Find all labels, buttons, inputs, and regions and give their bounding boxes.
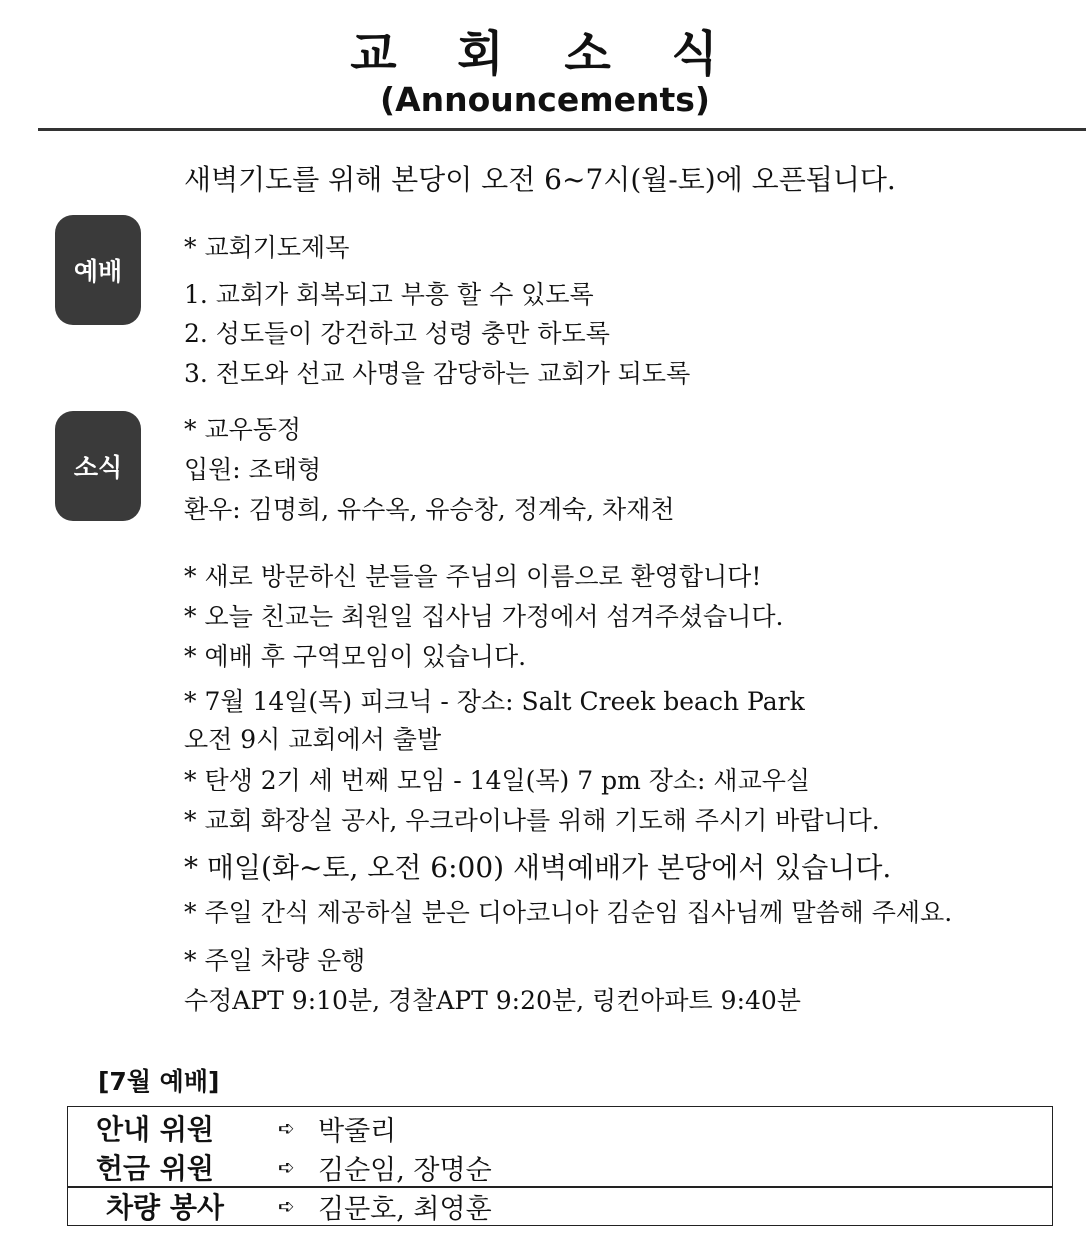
announcement-item: * 새로 방문하신 분들을 주님의 이름으로 환영합니다!	[184, 562, 762, 591]
duty-role: 헌금 위원	[96, 1152, 214, 1185]
announcement-item: * 예배 후 구역모임이 있습니다.	[184, 642, 527, 671]
news-badge: 소식	[55, 411, 141, 521]
duty-role: 차량 봉사	[106, 1191, 224, 1224]
announcement-item: * 주일 차량 운행	[184, 946, 366, 975]
arrow-right-icon: ➪	[278, 1194, 295, 1218]
duty-names: 김문호, 최영훈	[318, 1193, 492, 1225]
patients-line: 환우: 김명희, 유수옥, 유승창, 정계숙, 차재천	[184, 495, 675, 524]
announcement-item: * 주일 간식 제공하실 분은 디아코니아 김순임 집사님께 말씀해 주세요.	[184, 898, 953, 927]
prayer-item: 3. 전도와 선교 사명을 감당하는 교회가 되도록	[184, 359, 691, 388]
schedule-title: [7월 예배]	[98, 1067, 220, 1096]
announcement-item: * 교회 화장실 공사, 우크라이나를 위해 기도해 주시기 바랍니다.	[184, 806, 880, 835]
duty-names: 김순임, 장명순	[318, 1154, 492, 1186]
announcement-item: * 탄생 2기 세 번째 모임 - 14일(목) 7 pm 장소: 새교우실	[184, 766, 811, 795]
prayer-item: 1. 교회가 회복되고 부흥 할 수 있도록	[184, 280, 594, 309]
header-divider	[38, 128, 1086, 131]
prayer-item: 2. 성도들이 강건하고 성령 충만 하도록	[184, 319, 610, 348]
announcement-item: * 오늘 친교는 최원일 집사님 가정에서 섬겨주셨습니다.	[184, 602, 784, 631]
arrow-right-icon: ➪	[278, 1155, 295, 1179]
duty-names: 박줄리	[318, 1115, 397, 1147]
members-heading: * 교우동정	[184, 415, 302, 444]
announcement-item: 오전 9시 교회에서 출발	[184, 725, 442, 754]
page-subtitle: (Announcements)	[380, 80, 710, 119]
worship-badge: 예배	[55, 215, 141, 325]
duty-role: 안내 위원	[96, 1113, 214, 1146]
announcement-item: 수정APT 9:10분, 경찰APT 9:20분, 링컨아파트 9:40분	[184, 986, 801, 1015]
arrow-right-icon: ➪	[278, 1116, 295, 1140]
dawn-prayer-notice: 새벽기도를 위해 본당이 오전 6~7시(월-토)에 오픈됩니다.	[184, 163, 896, 196]
hospitalized-line: 입원: 조태형	[184, 455, 322, 484]
duty-table	[67, 1106, 1053, 1226]
prayer-heading: * 교회기도제목	[184, 233, 350, 262]
announcement-item: * 매일(화~토, 오전 6:00) 새벽예배가 본당에서 있습니다.	[184, 851, 892, 884]
page-title: 교 회 소 식	[350, 26, 740, 82]
announcement-item: * 7월 14일(목) 피크닉 - 장소: Salt Creek beach Park	[184, 687, 805, 716]
